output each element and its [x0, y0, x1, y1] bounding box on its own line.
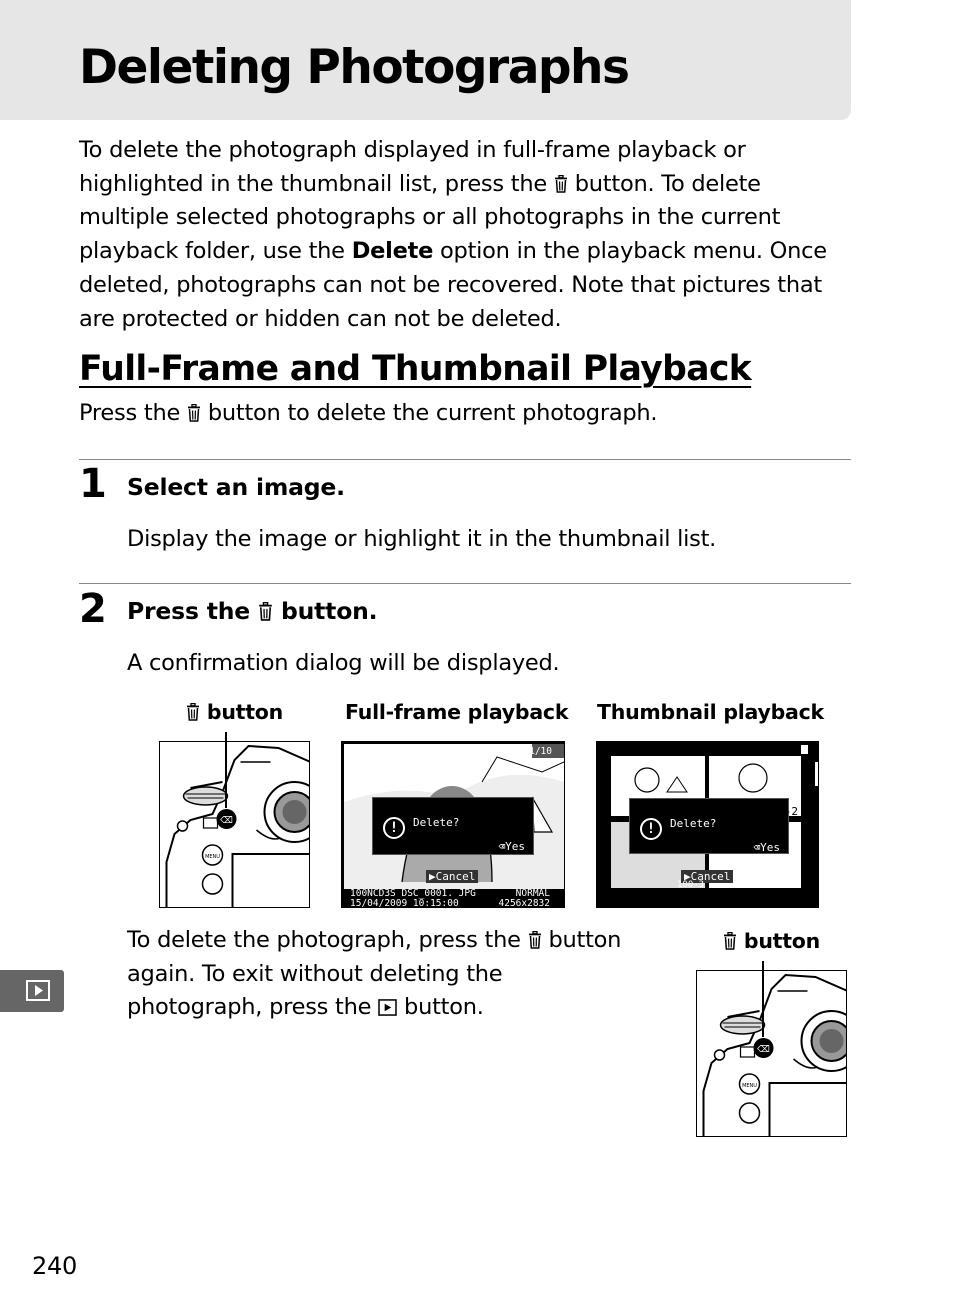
- info-line-1-left: 100NCD3S DSC_0001. JPG: [350, 888, 476, 899]
- thumbnail-dialog-title: Delete?: [670, 817, 717, 830]
- step2-title-text-1: Press the: [127, 597, 251, 625]
- step1-number: 1: [79, 461, 107, 507]
- step2-title-text-2: button.: [280, 597, 378, 625]
- final-text-4: photograph, press the: [127, 994, 372, 1020]
- trash-icon: [554, 175, 568, 193]
- menu-button-label: MENU: [205, 854, 220, 860]
- caption-full-frame: Full-frame playback: [345, 700, 569, 724]
- step1-title: Select an image.: [127, 473, 345, 501]
- subtitle-text-2: button to delete the current photograph.: [207, 400, 658, 426]
- intro-text-2: button. To delete multiple selected photographs or all photographs in the current playback folder, use the: [79, 170, 781, 265]
- thumbnail-delete-dialog: [629, 798, 789, 854]
- step2-text: A confirmation dialog will be displayed.: [127, 650, 560, 676]
- step1-divider: [79, 459, 851, 460]
- trash-icon: [187, 404, 201, 422]
- step1-text: Display the image or highlight it in the thumbnail list.: [127, 526, 717, 552]
- callout-line: [762, 961, 764, 1037]
- step2-divider: [79, 583, 851, 584]
- camera-back-illustration-2: [696, 970, 847, 1137]
- page-title: Deleting Photographs: [79, 40, 629, 95]
- trash-icon: [723, 932, 737, 950]
- subtitle-text-1: Press the: [79, 400, 181, 426]
- trash-icon: [186, 703, 200, 721]
- exclamation-icon: !: [383, 817, 405, 839]
- image-counter: 1/10: [529, 746, 552, 757]
- step2-number: 2: [79, 586, 107, 632]
- caption-trash-button-2-label: button: [743, 929, 820, 953]
- caption-trash-button: [186, 700, 283, 724]
- info-line-1-right: NORMAL: [515, 888, 550, 899]
- caption-trash-button-label: button: [206, 700, 283, 724]
- thumbnail-cancel-label: Cancel: [690, 870, 731, 883]
- exclamation-icon: !: [640, 818, 662, 840]
- dialog-yes-option[interactable]: ⌫Yes: [498, 840, 525, 853]
- section-subtitle: [79, 400, 657, 426]
- info-line-2-right: 4256x2832: [498, 898, 550, 908]
- menu-button-label: MENU: [742, 1083, 757, 1089]
- thumbnail-label-c: 100-3: [677, 880, 705, 890]
- thumbnail-label-a: -2: [784, 805, 798, 818]
- dialog-cancel-option[interactable]: ▶Cancel: [426, 870, 478, 883]
- svg-text:⌫: ⌫: [220, 816, 233, 826]
- caption-trash-button-2: [723, 929, 820, 953]
- playback-icon: [26, 980, 50, 1001]
- thumbnail-screen: [596, 741, 819, 908]
- camera-illustration-icon: [697, 971, 847, 1137]
- playback-icon: [378, 999, 397, 1016]
- final-paragraph: [127, 924, 667, 1025]
- intro-text-3: option in the playback menu. Once deleted, photographs can not be recovered. Note that pictures that are protected or hidden can not be deleted.: [79, 238, 827, 332]
- delete-dialog: [372, 797, 534, 855]
- dialog-title: Delete?: [413, 816, 460, 829]
- step2-title: [127, 597, 377, 625]
- intro-paragraph: [79, 134, 849, 336]
- svg-text:⌫: ⌫: [757, 1045, 770, 1055]
- thumbnail-cancel-option[interactable]: ▶Cancel: [681, 870, 733, 883]
- page-number: 240: [32, 1252, 77, 1280]
- cancel-label: Cancel: [435, 870, 476, 883]
- intro-bold-delete: Delete: [351, 238, 434, 265]
- callout-line: [225, 732, 227, 808]
- final-text-2: button: [548, 927, 622, 953]
- camera-back-illustration: [159, 741, 310, 908]
- final-text-5: button.: [404, 994, 484, 1020]
- full-frame-screen: [341, 741, 565, 908]
- playback-section-tab: [0, 970, 64, 1012]
- caption-thumbnail: Thumbnail playback: [597, 700, 824, 724]
- thumbnail-yes-label: Yes: [760, 841, 780, 854]
- info-line-2-left: 15/04/2009 10:15:00: [350, 898, 459, 908]
- section-heading: Full-Frame and Thumbnail Playback: [79, 349, 752, 389]
- thumbnail-label-b: 100-4: [769, 880, 800, 891]
- intro-text-1: To delete the photograph displayed in full-frame playback or highlighted in the thumbnail list, press the: [79, 137, 746, 197]
- camera-illustration-icon: [160, 742, 310, 908]
- trash-icon: [258, 602, 273, 621]
- trash-icon: [528, 931, 542, 949]
- final-text-3: again. To exit without deleting the: [127, 960, 503, 987]
- yes-label: Yes: [505, 840, 525, 853]
- final-text-1: To delete the photograph, press the: [127, 927, 521, 953]
- thumbnail-dialog-yes-option[interactable]: ⌫Yes: [753, 841, 780, 854]
